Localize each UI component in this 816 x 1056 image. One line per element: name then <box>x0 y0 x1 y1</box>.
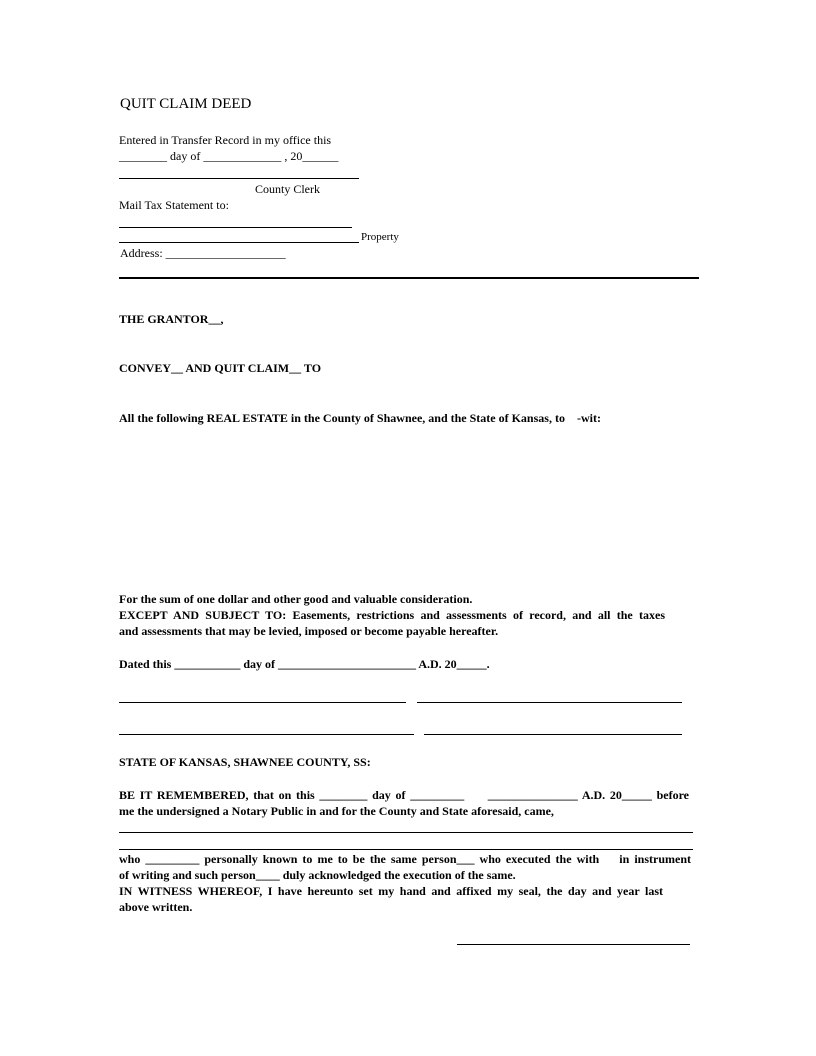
grantor-signature-line-1 <box>119 702 406 703</box>
transfer-record-text: Entered in Transfer Record in my office this <box>119 133 332 147</box>
header-divider <box>119 277 699 279</box>
notary-name-line-1 <box>119 832 693 833</box>
consideration-line: For the sum of one dollar and other good and valuable consideration. <box>119 592 473 606</box>
except-line-2: and assessments that may be levied, imposed or become payable hereafter. <box>119 624 499 638</box>
grantor-line: THE GRANTOR__, <box>119 312 224 326</box>
convey-line: CONVEY__ AND QUIT CLAIM__ TO <box>119 361 322 375</box>
county-clerk-label: County Clerk <box>255 182 320 196</box>
mail-tax-label: Mail Tax Statement to: <box>119 198 229 212</box>
who-line-2: of writing and such person____ duly acknowledged the execution of the same. <box>119 868 516 882</box>
except-line-1: EXCEPT AND SUBJECT TO: Easements, restrictions and assessments of record, and all the taxes <box>119 608 665 622</box>
notary-name-line-2 <box>119 849 693 850</box>
witness-line-1: IN WITNESS WHEREOF, I have hereunto set my hand and affixed my seal, the day and year last <box>119 884 663 898</box>
county-clerk-signature-line <box>119 178 359 179</box>
grantor-signature-line-3 <box>119 734 414 735</box>
who-line-1: who _________ personally known to me to be the same person___ who executed the with in instrument <box>119 852 691 866</box>
grantor-signature-line-2 <box>417 702 682 703</box>
dated-line: Dated this ___________ day of _______________________ A.D. 20_____. <box>119 657 490 671</box>
be-it-remembered-line: BE IT REMEMBERED, that on this ________ day of _________ _______________ A.D. 20_____ before <box>119 788 689 802</box>
transfer-day-line: ________ day of _____________ , 20______ <box>119 149 339 163</box>
address-field: Address: ____________________ <box>120 246 286 260</box>
property-label: Property <box>361 231 399 243</box>
mail-tax-line-1 <box>119 227 352 228</box>
grantor-signature-line-4 <box>424 734 682 735</box>
notary-signature-line <box>457 944 690 945</box>
real-estate-line: All the following REAL ESTATE in the County of Shawnee, and the State of Kansas, to -wit: <box>119 411 601 425</box>
document-title: QUIT CLAIM DEED <box>120 96 252 112</box>
witness-line-2: above written. <box>119 900 193 914</box>
state-county-line: STATE OF KANSAS, SHAWNEE COUNTY, SS: <box>119 755 371 769</box>
mail-tax-line-2 <box>119 242 359 243</box>
notary-undersigned-line: me the undersigned a Notary Public in and for the County and State aforesaid, came, <box>119 804 554 818</box>
